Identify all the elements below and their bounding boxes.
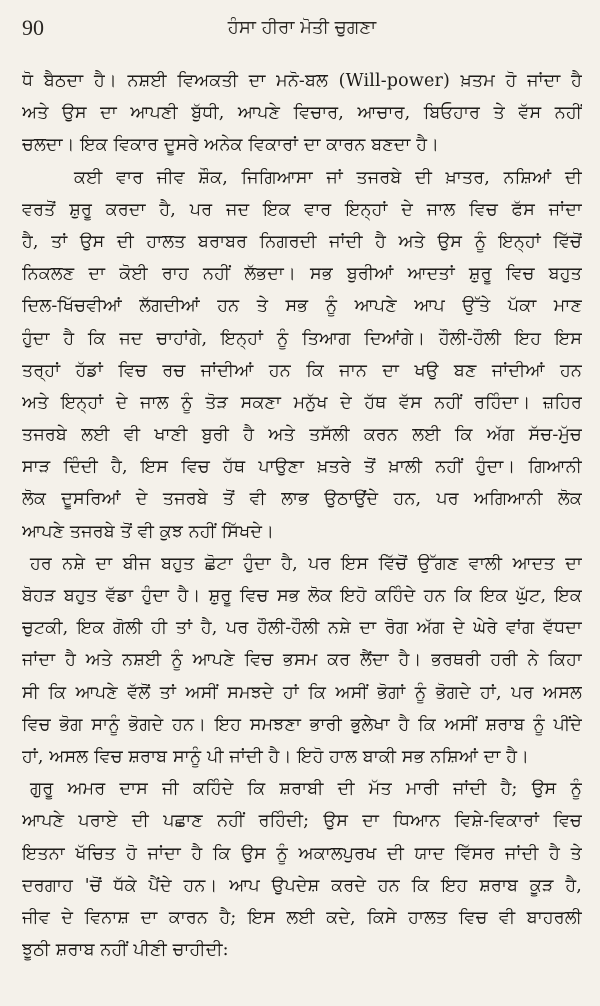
text-line: ਜਾਂਦਾ ਹੈ ਅਤੇ ਨਸ਼ਈ ਨੂੰ ਆਪਣੇ ਵਿਚ ਭਸਮ ਕਰ ਲੈਂਦਾ ਹੈ। ਭਰਥਰੀ ਹਰੀ ਨੇ ਕਿਹਾ bbox=[22, 650, 582, 671]
paragraph-1 bbox=[22, 65, 582, 162]
text-line: ਲੋਕ ਦੂਸਰਿਆਂ ਦੇ ਤਜਰਬੇ ਤੋਂ ਵੀ ਲਾਭ ਉਠਾਉਂਦੇ ਹਨ, ਪਰ ਅਗਿਆਨੀ ਲੋਕ bbox=[22, 489, 582, 510]
running-header bbox=[22, 14, 582, 42]
paragraph-3 bbox=[22, 548, 582, 773]
text-line: ਹਰ ਨਸ਼ੇ ਦਾ ਬੀਜ ਬਹੁਤ ਛੋਟਾ ਹੁੰਦਾ ਹੈ, ਪਰ ਇਸ ਵਿੱਚੋਂ ਉੱਗਣ ਵਾਲੀ ਆਦਤ ਦਾ bbox=[30, 553, 582, 574]
text-line: ਨਿਕਲਣ ਦਾ ਕੋਈ ਰਾਹ ਨਹੀਂ ਲੱਭਦਾ। ਸਭ ਬੁਰੀਆਂ ਆਦਤਾਂ ਸ਼ੁਰੂ ਵਿਚ ਬਹੁਤ bbox=[22, 264, 582, 285]
text-line: ਚੁਟਕੀ, ਇਕ ਗੋਲੀ ਹੀ ਤਾਂ ਹੈ, ਪਰ ਹੌਲੀ-ਹੌਲੀ ਨਸ਼ੇ ਦਾ ਰੋਗ ਅੱਗ ਦੇ ਘੇਰੇ ਵਾਂਗ ਵੱਧਦਾ bbox=[22, 618, 582, 639]
text-line: ਅਤੇ ਇਨ੍ਹਾਂ ਦੇ ਜਾਲ ਨੂੰ ਤੋੜ ਸਕਣਾ ਮਨੁੱਖ ਦੇ ਹੱਥ ਵੱਸ ਨਹੀਂ ਰਹਿੰਦਾ। ਜ਼ਹਿਰ bbox=[22, 392, 582, 413]
text-line: ਬੋਹੜ ਬਹੁਤ ਵੱਡਾ ਹੁੰਦਾ ਹੈ। ਸ਼ੁਰੂ ਵਿਚ ਸਭ ਲੋਕ ਇਹੋ ਕਹਿੰਦੇ ਹਨ ਕਿ ਇਕ ਘੁੱਟ, ਇਕ bbox=[22, 586, 582, 606]
text-line: ਦਿਲ-ਖਿੱਚਵੀਆਂ ਲੱਗਦੀਆਂ ਹਨ ਤੇ ਸਭ ਨੂੰ ਆਪਣੇ ਆਪ ਉੱਤੇ ਪੱਕਾ ਮਾਣ bbox=[22, 296, 582, 317]
text-line: ਤਰ੍ਹਾਂ ਹੱਡਾਂ ਵਿਚ ਰਚ ਜਾਂਦੀਆਂ ਹਨ ਕਿ ਜਾਨ ਦਾ ਖਉ ਬਣ ਜਾਂਦੀਆਂ ਹਨ bbox=[22, 360, 582, 381]
text-line: ਆਪਣੇ ਪਰਾਏ ਦੀ ਪਛਾਣ ਨਹੀਂ ਰਹਿੰਦੀ; ਉਸ ਦਾ ਧਿਆਨ ਵਿਸ਼ੇ-ਵਿਕਾਰਾਂ ਵਿਚ bbox=[22, 811, 582, 832]
text-line: ਗੁਰੂ ਅਮਰ ਦਾਸ ਜੀ ਕਹਿੰਦੇ ਕਿ ਸ਼ਰਾਬੀ ਦੀ ਮੱਤ ਮਾਰੀ ਜਾਂਦੀ ਹੈ; ਉਸ ਨੂੰ bbox=[30, 779, 582, 800]
text-line: ਝੂਠੀ ਸ਼ਰਾਬ ਨਹੀਂ ਪੀਣੀ ਚਾਹੀਦੀ: bbox=[22, 940, 229, 961]
text-line: ਹੁੰਦਾ ਹੈ ਕਿ ਜਦ ਚਾਹਾਂਗੇ, ਇਨ੍ਹਾਂ ਨੂੰ ਤਿਆਗ ਦਿਆਂਗੇ। ਹੌਲੀ-ਹੌਲੀ ਇਹ ਇਸ bbox=[22, 328, 582, 349]
body-text bbox=[22, 65, 582, 966]
text-line: ਜੀਵ ਦੇ ਵਿਨਾਸ਼ ਦਾ ਕਾਰਨ ਹੈ; ਇਸ ਲਈ ਕਦੇ, ਕਿਸੇ ਹਾਲਤ ਵਿਚ ਵੀ ਬਾਹਰਲੀ bbox=[22, 907, 582, 928]
text-line: ਇਤਨਾ ਖੱਚਿਤ ਹੋ ਜਾਂਦਾ ਹੈ ਕਿ ਉਸ ਨੂੰ ਅਕਾਲਪੁਰਖ ਦੀ ਯਾਦ ਵਿੱਸਰ ਜਾਂਦੀ ਹੈ ਤੇ bbox=[22, 843, 582, 864]
text-line: ਸੀ ਕਿ ਆਪਣੇ ਵੱਲੋਂ ਤਾਂ ਅਸੀਂ ਸਮਝਦੇ ਹਾਂ ਕਿ ਅਸੀਂ ਭੋਗਾਂ ਨੂੰ ਭੋਗਦੇ ਹਾਂ, ਪਰ ਅਸਲ bbox=[22, 682, 582, 703]
text-line: ਤਜਰਬੇ ਲਈ ਵੀ ਖਾਣੀ ਬੁਰੀ ਹੈ ਅਤੇ ਤਸੱਲੀ ਕਰਨ ਲਈ ਕਿ ਅੱਗ ਸੱਚ-ਮੁੱਚ bbox=[22, 425, 582, 446]
text-line: ਵਰਤੋਂ ਸ਼ੁਰੂ ਕਰਦਾ ਹੈ, ਪਰ ਜਦ ਇਕ ਵਾਰ ਇਨ੍ਹਾਂ ਦੇ ਜਾਲ ਵਿਚ ਫੱਸ ਜਾਂਦਾ bbox=[22, 199, 582, 220]
text-line: ਕਈ ਵਾਰ ਜੀਵ ਸ਼ੌਕ, ਜਿਗਿਆਸਾ ਜਾਂ ਤਜਰਬੇ ਦੀ ਖ਼ਾਤਰ, ਨਸ਼ਿਆਂ ਦੀ bbox=[74, 167, 582, 188]
text-line: ਧੋ ਬੈਠਦਾ ਹੈ। ਨਸ਼ਈ ਵਿਅਕਤੀ ਦਾ ਮਨੋ-ਬਲ (Will-power) ਖ਼ਤਮ ਹੋ ਜਾਂਦਾ ਹੈ bbox=[22, 71, 582, 91]
text-line: ਆਪਣੇ ਤਜਰਬੇ ਤੋਂ ਵੀ ਕੁਝ ਨਹੀਂ ਸਿੱਖਦੇ। bbox=[22, 521, 275, 542]
paragraph-2 bbox=[22, 162, 582, 548]
running-title: ਹੰਸਾ ਹੀਰਾ ਮੋਤੀ ਚੁਗਣਾ bbox=[227, 17, 377, 38]
text-line: ਅਤੇ ਉਸ ਦਾ ਆਪਣੀ ਬੁੱਧੀ, ਆਪਣੇ ਵਿਚਾਰ, ਆਚਾਰ, ਬਿਓਹਾਰ ਤੇ ਵੱਸ ਨਹੀਂ bbox=[22, 103, 582, 124]
text-line: ਹਾਂ, ਅਸਲ ਵਿਚ ਸ਼ਰਾਬ ਸਾਨੂੰ ਪੀ ਜਾਂਦੀ ਹੈ। ਇਹੋ ਹਾਲ ਬਾਕੀ ਸਭ ਨਸ਼ਿਆਂ ਦਾ ਹੈ। bbox=[22, 746, 530, 767]
text-line: ਦਰਗਾਹ 'ਚੋਂ ਧੱਕੇ ਪੈਂਦੇ ਹਨ। ਆਪ ਉਪਦੇਸ਼ ਕਰਦੇ ਹਨ ਕਿ ਇਹ ਸ਼ਰਾਬ ਕੂੜ ਹੈ, bbox=[22, 875, 582, 896]
text-line: ਚਲਦਾ। ਇਕ ਵਿਕਾਰ ਦੂਸਰੇ ਅਨੇਕ ਵਿਕਾਰਾਂ ਦਾ ਕਾਰਨ ਬਣਦਾ ਹੈ। bbox=[22, 135, 440, 156]
text-line: ਹੈ, ਤਾਂ ਉਸ ਦੀ ਹਾਲਤ ਬਰਾਬਰ ਨਿਗਰਦੀ ਜਾਂਦੀ ਹੈ ਅਤੇ ਉਸ ਨੂੰ ਇਨ੍ਹਾਂ ਵਿੱਚੋਂ bbox=[22, 231, 582, 252]
text-line: ਸਾੜ ਦਿੰਦੀ ਹੈ, ਇਸ ਵਿਚ ਹੱਥ ਪਾਉਣਾ ਖ਼ਤਰੇ ਤੋਂ ਖ਼ਾਲੀ ਨਹੀਂ ਹੁੰਦਾ। ਗਿਆਨੀ bbox=[22, 457, 582, 478]
page-number: 90 bbox=[22, 15, 44, 40]
paragraph-4 bbox=[22, 773, 582, 966]
text-line: ਵਿਚ ਭੋਗ ਸਾਨੂੰ ਭੋਗਦੇ ਹਨ। ਇਹ ਸਮਝਣਾ ਭਾਰੀ ਭੁਲੇਖਾ ਹੈ ਕਿ ਅਸੀਂ ਸ਼ਰਾਬ ਨੂੰ ਪੀਂਦੇ bbox=[22, 714, 582, 735]
